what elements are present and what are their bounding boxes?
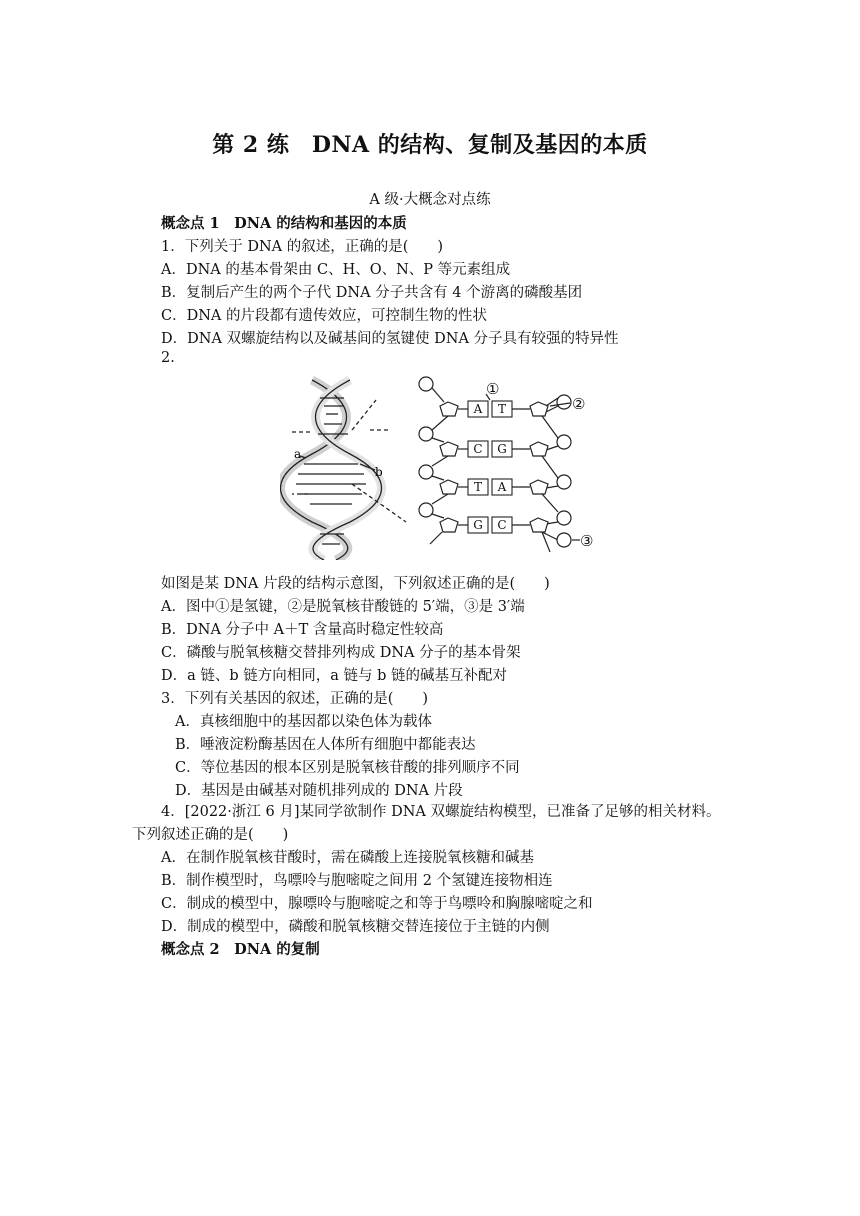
helix-label-a: a [294, 447, 302, 461]
q2-option-d: D．a 链、b 链方向相同，a 链与 b 链的碱基互补配对 [161, 668, 508, 684]
page-title: 第 2 练 DNA 的结构、复制及基因的本质 [212, 132, 648, 158]
helix-label-b: b [375, 465, 383, 479]
q1-option-c: C．DNA 的片段都有遗传效应，可控制生物的性状 [161, 308, 487, 324]
base-1-left: A [473, 402, 483, 416]
q4-option-b: B．制作模型时，鸟嘌呤与胞嘧啶之间用 2 个氢键连接物相连 [161, 873, 553, 889]
base-3-left: T [473, 480, 483, 494]
marker-1: ① [486, 380, 500, 398]
base-4-right: C [497, 518, 507, 532]
base-2-right: G [497, 442, 507, 456]
q2-option-b: B．DNA 分子中 A＋T 含量高时稳定性较高 [161, 622, 444, 638]
q2-stem: 如图是某 DNA 片段的结构示意图，下列叙述正确的是( ) [161, 576, 550, 592]
q2-option-c: C．磷酸与脱氧核糖交替排列构成 DNA 分子的基本骨架 [161, 645, 521, 661]
q2-number: 2. [161, 350, 175, 366]
q3-option-d: D．基因是由碱基对随机排列成的 DNA 片段 [175, 783, 463, 799]
q4-option-d: D．制成的模型中，磷酸和脱氧核糖交替连接位于主链的内侧 [161, 919, 550, 935]
base-3-right: A [497, 480, 507, 494]
q1-option-d: D．DNA 双螺旋结构以及碱基间的氢键使 DNA 分子具有较强的特异性 [161, 331, 619, 347]
q4-option-c: C．制成的模型中，腺嘌呤与胞嘧啶之和等于鸟嘌呤和胸腺嘧啶之和 [161, 896, 593, 912]
q4-stem-line2: 下列叙述正确的是( ) [132, 827, 289, 843]
q2-option-a: A．图中①是氢键，②是脱氧核苷酸链的 5′端，③是 3′端 [161, 599, 525, 615]
q4-stem-line1: 4．[2022·浙江 6 月]某同学欲制作 DNA 双螺旋结构模型，已准备了足够的相关材料。 [161, 804, 721, 820]
marker-2: ② [572, 395, 586, 413]
level-heading: A 级·大概念对点练 [369, 192, 491, 208]
q3-stem: 3．下列有关基因的叙述，正确的是( ) [161, 691, 429, 707]
double-helix-illustration [281, 380, 407, 560]
q1-option-a: A．DNA 的基本骨架由 C、H、O、N、P 等元素组成 [161, 262, 511, 278]
q4-option-a: A．在制作脱氧核苷酸时，需在磷酸上连接脱氧核糖和碱基 [161, 850, 534, 866]
q1-option-b: B．复制后产生的两个子代 DNA 分子共含有 4 个游离的磷酸基团 [161, 285, 583, 301]
base-2-left: C [473, 442, 483, 456]
marker-3: ③ [580, 532, 594, 550]
q1-stem: 1．下列关于 DNA 的叙述，正确的是( ) [161, 239, 444, 255]
base-1-right: T [497, 402, 507, 416]
dna-structure-figure [280, 372, 610, 560]
q3-option-c: C．等位基因的根本区别是脱氧核苷酸的排列顺序不同 [175, 760, 520, 776]
q3-option-b: B．唾液淀粉酶基因在人体所有细胞中都能表达 [175, 737, 476, 753]
base-pair-boxes [468, 401, 512, 533]
section-heading-2: 概念点 2 DNA 的复制 [161, 941, 320, 958]
base-4-left: G [473, 518, 483, 532]
section-heading-1: 概念点 1 DNA 的结构和基因的本质 [161, 215, 407, 232]
q3-option-a: A．真核细胞中的基因都以染色体为载体 [175, 714, 432, 730]
